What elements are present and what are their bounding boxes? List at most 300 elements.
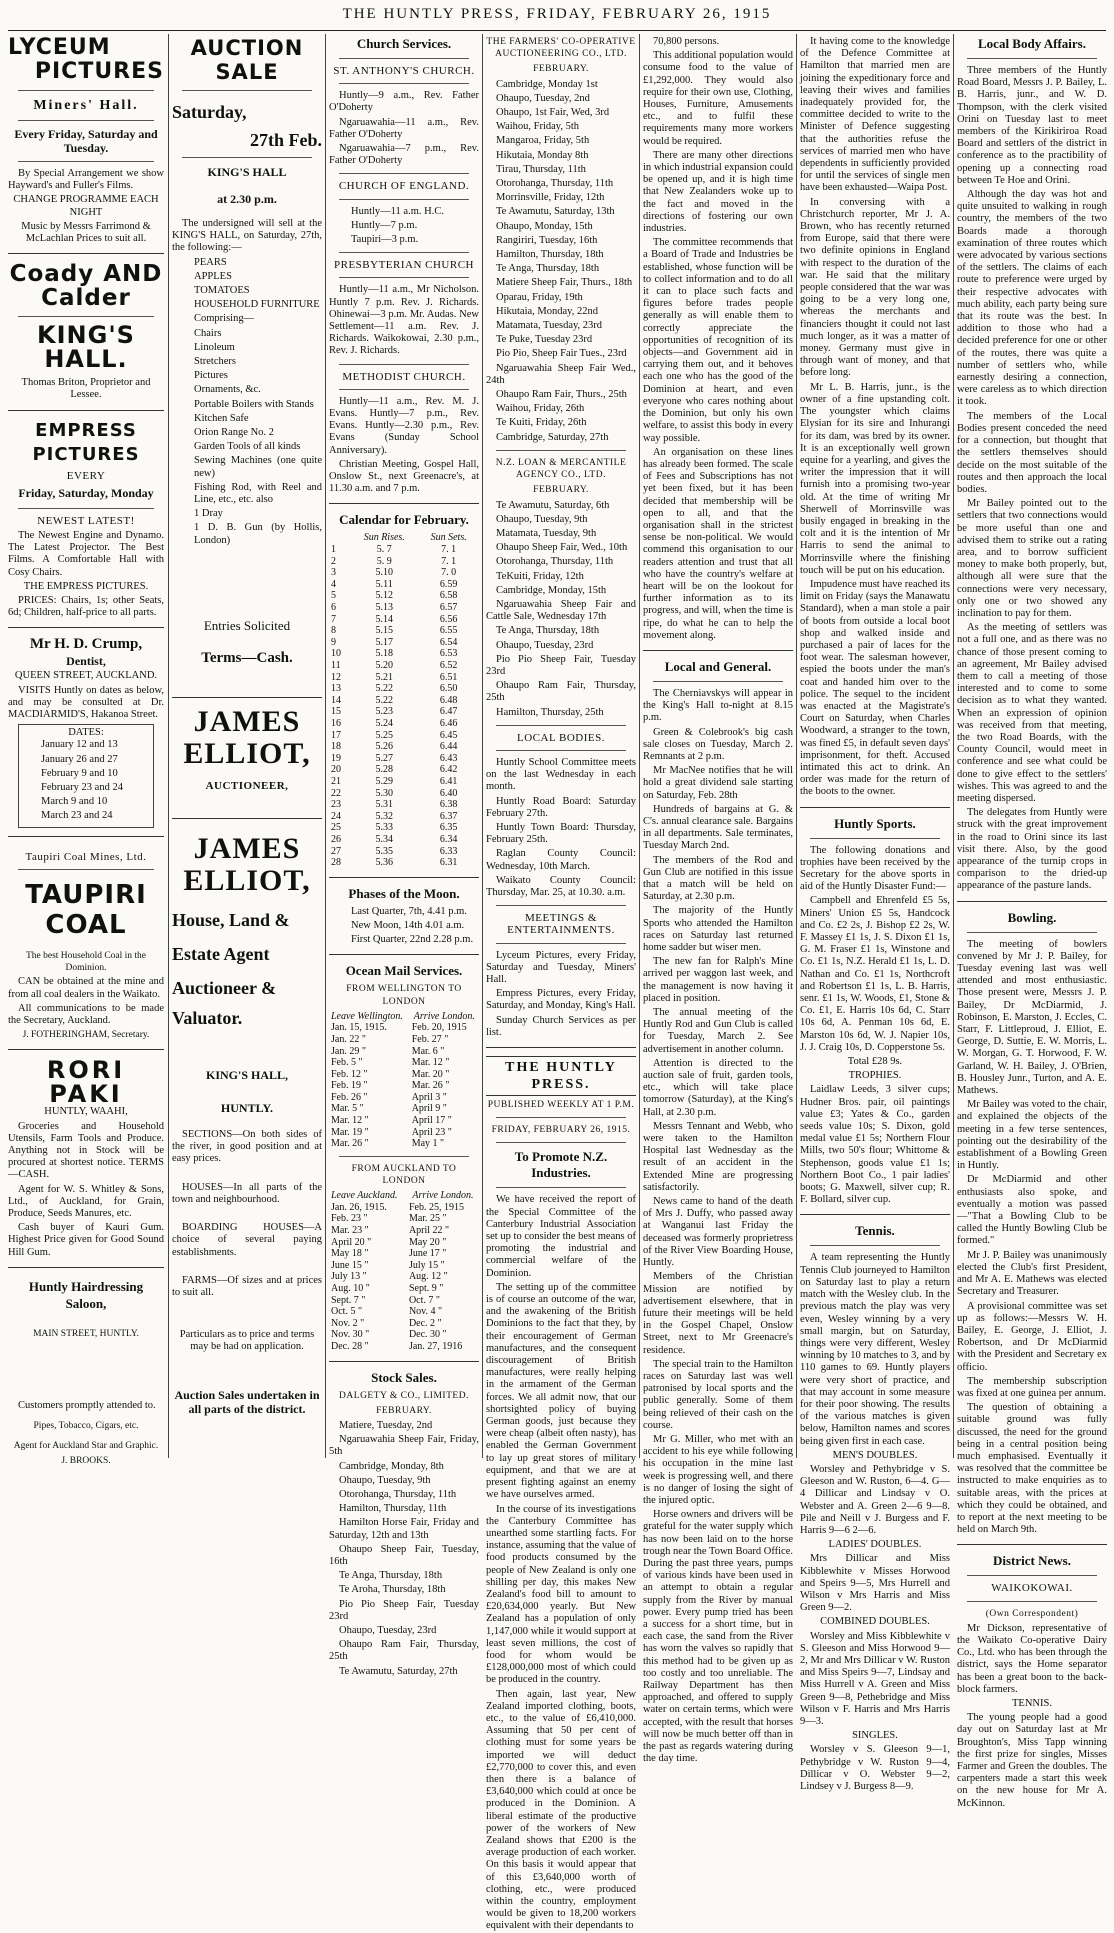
sale-item: Te Anga, Thursday, 18th [496,263,600,275]
local-general-item: Mr G. Miller, who met with an accident to his eye while following his occupation in the mine last week is progressing well, and there is no danger of losing the sight of the injured optic. [643,1433,793,1506]
auction-intro: The undersigned will sell at the KING'S HALL, on Saturday, 27th, the following:— [172,218,322,254]
mail-row [329,1103,479,1115]
table-cell: July 15 " [408,1259,445,1271]
mail-row [329,1046,479,1058]
table-cell: 16 [331,717,341,729]
table-cell: 5.36 [375,857,393,869]
church-text: Huntly—11 a.m., Rev. M. J. Evans. Huntly—7 p.m., Rev. Evans. Huntly—2.30 p.m., Rev. Evans (Sunday School Anniversary). [329,395,479,456]
table-cell: 6.34 [439,833,458,845]
auctioneer-label: Auctioneer & [172,978,277,999]
table-cell: 23 [331,799,341,811]
moon-item: New Moon, 14th 4.01 a.m. [351,919,465,931]
table-header: Leave Wellington. [331,1010,403,1022]
hair-text: Pipes, Tobacco, Cigars, etc. [33,1421,139,1432]
table-cell: Mar. 6 " [411,1045,445,1057]
table-cell: 5.31 [375,799,393,811]
table-cell: 6.38 [439,799,458,811]
calendar-heading: Calendar for February. [339,512,469,528]
table-cell: 13 [331,683,341,695]
mail-row [329,1225,479,1237]
mail-row [329,1329,479,1341]
table-cell: 5.32 [375,810,393,822]
church-name: CHURCH OF ENGLAND. [338,180,470,193]
church-name: PRESBYTERIAN CHURCH [334,259,474,272]
lyceum-text: Music by Messrs Farrimond & McLachlan Prices to suit all. [21,220,151,245]
sale-item: Ohaupo Ram Fair, Thurs., 25th [496,389,627,401]
table-cell: 17 [331,729,341,741]
sale-item: Ngaruawahia Sheep Fair Wed., 24th [486,362,636,386]
auction-item: Kitchen Safe [194,412,249,424]
stock-item: Te Anga, Thursday, 18th [339,1570,443,1582]
table-cell: 6.43 [439,752,458,764]
lyceum-text: By Special Arrangement we show Hayward's and Fuller's Films. [8,168,164,192]
table-cell: 19 [331,752,341,764]
dates-box [18,724,154,827]
table-cell: 18 [331,741,341,753]
calendar-row [329,579,479,591]
sale-item: Ohaupo, Tuesday, 9th [496,513,588,525]
calendar-row [329,602,479,614]
date-item: January 12 and 13 [41,739,118,751]
tennis-subheading: COMBINED DOUBLES. [820,1616,930,1628]
table-header [329,532,350,544]
table-cell: 27 [331,845,341,857]
table-cell: 2 [331,555,336,567]
rori-text: Cash buyer of Kauri Gum. Highest Price given for Good Sound Hill Gum. [8,1222,164,1258]
table-cell: 6.45 [439,729,458,741]
table-cell: 5.30 [375,787,393,799]
table-cell: Jan. 15, 1915. [331,1022,387,1034]
auction-item: TOMATOES [194,285,250,297]
table-cell: Feb. 25, 1915 [408,1201,464,1213]
auction-item: APPLES [194,270,232,282]
auction-date: 27th Feb. [250,130,322,150]
column-divider [325,34,326,1458]
mail-row [329,1138,479,1150]
table-cell: 7. 0 [441,567,457,579]
local-general-item: Attention is directed to the auction sale of fruit, garden tools, etc., which will take place tomorrow (Saturday), at the King's Hall, at 2.30 p.m. [643,1057,793,1118]
sale-item: Matamata, Tuesday, 23rd [496,320,603,332]
masthead: THE HUNTLY PRESS, FRIDAY, FEBRUARY 26, 1915 [342,6,772,22]
column-divider [168,34,169,1458]
tennis-text: Mrs Dillicar and Miss Kibblewhite v Misses Horwood and Speirs 9—5, Mrs Hurrell and Wilson v Mrs Harris and Miss Green 9—2. [800,1553,950,1614]
sale-item: Tirau, Thursday, 11th [496,163,586,175]
calendar-row [329,753,479,765]
auction-item: Comprising— [194,313,255,325]
table-cell: 5.26 [375,741,393,753]
table-cell: 8 [331,625,336,637]
sale-item: Matiere Sheep Fair, Thurs., 18th [496,277,633,289]
miners-hall: Miners' Hall. [33,98,139,113]
table-cell: 5.23 [375,706,393,718]
editorial-paragraph: 70,800 persons. [653,36,720,47]
table-cell: 6.50 [439,683,458,695]
local-general-item: Hundreds of bargains at G. & C's. annual clearance sale. Bargains in all departments. Sale terminates, Tuesday March 2nd. [643,803,793,852]
correspondent: (Own Correspondent) [985,1608,1079,1619]
mail-row [329,1022,479,1034]
table-cell: Nov. 4 " [408,1306,443,1318]
table-cell: 12 [331,671,341,683]
table-cell: Jan. 26, 1915. [331,1201,387,1213]
sale-item: Ohaupo, Tuesday, 2nd [496,92,590,104]
stock-item: Matiere, Tuesday, 2nd [339,1419,433,1431]
news-paragraph: Although the day was hot and quite unsuited to walking in rough country, the members of the two Boards made a thorough examination of three routes which were advocated by various sections of the settlers. The claims of each route to preference were urged by their respective advocates with much ability, each party being sure that its route was the best. In addition to those who had a decided preference for one or other of the routes, there was quite a number of settlers who, while earnestly desiring a connection, were careless as to which direction it took. [957,189,1107,408]
calendar-row [329,695,479,707]
local-body-item: Huntly Road Board: Saturday February 27th. [486,795,636,819]
tennis-subheading: MEN'S DOUBLES. [832,1449,918,1461]
editorial-paragraph: This additional population would consume food to the value of £1,292,000. They would also require for their own use, Clothing, Houses, Furniture, Amusements etc., and to fulfil these requirements many more workers would be required. [643,50,793,147]
auction-day: Saturday, [172,102,247,122]
auction-item: Sewing Machines (one quite new) [194,455,322,479]
table-cell: April 20 " [331,1236,372,1248]
moon-heading: Phases of the Moon. [348,885,460,901]
column-divider [953,34,954,1458]
date-item: January 26 and 27 [41,753,118,765]
district-text: The young people had a good day out on Saturday last at Mr Broughton's, Miss Tapp winning the first prize for singles, Misses Farmer and Green the doubles. The carpenters made a start this week on the new house for Mr A. McKinnon. [957,1712,1107,1809]
hairdressing-heading: Huntly Hairdressing Saloon, [28,1278,144,1311]
auction-item: Pictures [194,370,228,382]
auction-time: at 2.30 p.m. [217,192,277,206]
church-text: Huntly—9 a.m., Rev. Father O'Doherty [329,90,479,114]
table-cell: Feb. 20, 1915 [411,1022,467,1034]
local-general-item: The majority of the Huntly Sports who attended the Hamilton races on Saturday last returned home sadder but wiser men. [643,905,793,954]
sale-item: Te Awamutu, Saturday, 13th [496,206,615,218]
table-cell: 10 [331,648,341,660]
auction-item: PEARS [194,256,227,268]
church-name: METHODIST CHURCH. [342,370,466,383]
mail-row [329,1283,479,1295]
stock-item: Ohaupo, Tuesday, 23rd [339,1625,437,1637]
table-cell: 3 [331,567,336,579]
table-cell: 5.21 [375,671,393,683]
auction-sales-text: Auction Sales undertaken in all parts of the district. [174,1387,320,1416]
church-text: Ngaruawahia—11 a.m., Rev. Father O'Doherty [329,116,479,140]
table-cell: April 22 " [408,1225,450,1237]
table-cell: Jan. 29 " [331,1045,366,1057]
lyceum-text: CHANGE PROGRAMME EACH NIGHT [13,194,159,218]
table-cell: 6.55 [439,625,458,637]
kings-hall-heading: KING'S HALL. [37,321,135,374]
mail-row [329,1237,479,1249]
table-cell: April 3 " [411,1091,447,1103]
calendar-row [329,718,479,730]
tennis-text: Worsley v S. Gleeson 9—1, Pethybridge v W. Ruston 9—4, Dillicar v O. Webster 9—2, Lindsey v J. Burgess 8—9. [800,1744,950,1793]
table-cell: Feb. 19 " [331,1080,368,1092]
local-general-item: The special train to the Hamilton races on Saturday last was well patronised by local sports and the public generally. Some of them being relieved of their cash on the course. [643,1358,793,1431]
calendar-row [329,834,479,846]
news-paragraph: The delegates from Huntly were struck with the great improvement in the road to Orini since its last visit there. Also, by the good appearance of the turnip crops in comparison to the dried-up appearance of the pasture lands. [957,807,1107,892]
paper-title: THE HUNTLY PRESS. [486,1056,636,1096]
stock-company: DALGETY & CO., LIMITED. [339,1390,469,1401]
table-cell: 26 [331,833,341,845]
church-text: Taupiri—3 p.m. [351,234,419,246]
local-general-item: The members of the Rod and Gun Club are notified in this issue that a match will be held on Saturday, at 2.30 p.m. [643,854,793,903]
column-sales-editorial [486,36,636,1932]
sports-text: Laidlaw Leeds, 3 silver cups; Hudner Bros. pair, oil paintings value £3; Yates & Co., garden seeds value 10s; S. Dixon, gold medal value £1 5s; Northern Flour Mills, two 50's flour; Whittome & Stephenson, goods value £1 1s; Northern Boot Co., 1 pair ladies' boots; G. Maxwell, silver cup; R. F. Bollard, silver cup. [800,1084,950,1206]
rori-text: Groceries and Household Utensils, Farm Tools and Produce. Anything not in Stock will be procured at shortest notice. TERMS—CASH. [8,1120,164,1181]
bowling-paragraph: The membership subscription was fixed at one guinea per annum. [957,1375,1107,1399]
empress-text: NEWEST LATEST! [37,514,135,527]
dentist-heading: Dentist, [66,654,106,669]
table-cell: 5.35 [375,845,393,857]
column-ads-left [8,35,164,1466]
editorial-paragraph: The setting up of the committee is of course an outcome of the war, and the awakening of the British Dominions to the fact that they, by their encouragement of German manufactures, and the consequent discouragement of British manufactures, were really helping in the armament of the German forces. We all admit now, that our shortsighted policy of buying German goods, just because they were cheap (albeit often nasty), has enabled the German Government to lay up great stores of military equipment, and that we are at present fighting against an enemy we have ourselves armed. [486,1281,636,1501]
editorial-paragraph: Then again, last year, New Zealand imported clothing, boots, etc., to the value of £6,410,000. Assuming that 50 per cent of clothing must for some years be imported we will deduct £2,770,000 to cover this, and even then there is a balance of £3,640,000 which could at once be produced in the Dominion. A liberal estimate of the productive power of the workers of New Zealand shows that £200 is the average production of each worker. On this basis it would appear that of this £3,640,000 worth of clothing, etc., were produced within the country, employment would be given to 18,200 workers equivalent with their dependants to [486,1688,636,1932]
farmers-company: THE FARMERS' CO-OPERATIVE AUCTIONEERING CO., LTD. [486,37,636,60]
table-cell: Mar. 26 " [331,1138,369,1150]
table-cell: 9 [331,636,336,648]
table-cell: Oct. 7 " [408,1294,440,1306]
table-cell: 6.58 [439,590,458,602]
sale-item: Waihou, Friday, 26th [496,403,585,415]
local-general-item: Horse owners and drivers will be grateful for the water supply which has now been laid on to the horse trough near the Town Board Office. During the past three years, pumps of various kinds have been used in an attempt to obtain a regular supply from the River by manual power. Every pump tried has been a success for a short time, but in each case, the sand from the River has worn the valves so rapidly that this method had to be given up as too costly and too unreliable. The Railway Department has then approached, and offered to supply water on certain terms, which were accepted, with the result that horses will now be much better off than in the past as regards watering during the day time. [643,1509,793,1765]
mail-row [329,1295,479,1307]
coal-text: The best Household Coal in the Dominion. [25,950,147,974]
district-news-heading: District News. [993,1553,1071,1569]
table-cell: Feb. 26 " [331,1091,368,1103]
calendar-row [329,857,479,869]
date-item: February 9 and 10 [41,767,118,779]
empress-text: The Newest Engine and Dynamo. The Latest Projector. The Best Films. A Comfortable Hall with Cosy Chairs. [8,530,164,578]
meeting-item: Sunday Church Services as per list. [486,1014,636,1038]
table-header: Leave Auckland. [331,1190,398,1202]
table-header: Arrive London. [413,1010,475,1022]
lyceum-heading: LYCEUM [8,35,111,60]
local-body-item: Huntly School Committee meets on the last Wednesday in each month. [486,756,636,793]
table-cell: 5.33 [375,822,393,834]
boarding-text: BOARDING HOUSES—A choice of several paying establishments. [172,1222,322,1258]
sale-item: Otorohanga, Thursday, 11th [496,556,614,568]
mail-row [329,1057,479,1069]
table-cell: May 1 " [411,1138,445,1150]
bowling-paragraph: Dr McDiarmid and other enthusiasts also spoke, and eventually a motion was passed—"That a Bowling Club to be called the Huntly Bowling Club be formed." [957,1174,1107,1247]
stock-item: Hamilton Horse Fair, Friday and Saturday, 12th and 13th [329,1517,479,1541]
bowling-paragraph: Mr J. P. Bailey was unanimously elected the Club's first President, and Mr A. E. Mathews was elected Secretary and Treasurer. [957,1249,1107,1298]
tennis-subheading: SINGLES. [852,1730,898,1742]
hair-text: Agent for Auckland Star and Graphic. [13,1441,159,1452]
sale-item: TeKuiti, Friday, 12th [496,570,584,582]
auction-item: HOUSEHOLD FURNITURE [194,299,320,311]
table-cell: Sept. 9 " [408,1283,444,1294]
rori-text: Agent for W. S. Whitley & Sons, Ltd., of Auckland, for Grain, Produce, Seeds Manures, etc. [8,1183,164,1219]
sale-item: Otorohanga, Thursday, 11th [496,178,614,190]
publish-note: PUBLISHED WEEKLY AT 1 P.M. [487,1100,635,1111]
mail-row [329,1318,479,1330]
column-local-general [643,36,793,1765]
crump-text: QUEEN STREET, AUCKLAND. [14,670,158,682]
local-body-item: Raglan County Council: Wednesday, 10th March. [486,848,636,872]
calendar-row [329,730,479,742]
table-cell: 6.31 [439,857,458,869]
table-cell: June 15 " [331,1259,369,1271]
column-news-sports [800,36,950,1793]
issue-date: FRIDAY, FEBRUARY 26, 1915. [491,1125,631,1136]
table-cell: 5.14 [375,613,393,625]
sale-item: Cambridge, Saturday, 27th [496,431,609,443]
table-cell: 15 [331,706,341,718]
sale-item: Ngaruawahia Sheep Fair and Cattle Sale, Wednesday 17th [486,598,636,623]
sale-item: Te Awamutu, Saturday, 6th [496,499,610,511]
james-elliot-heading: JAMES ELLIOT, [183,832,311,898]
mail-row [329,1080,479,1092]
table-cell: July 13 " [331,1271,367,1283]
table-cell: Mar. 26 " [411,1080,450,1092]
meetings-heading: MEETINGS & ENTERTAINMENTS. [507,912,615,937]
table-cell: 6 [331,602,336,614]
stock-item: Te Aroha, Thursday, 18th [339,1584,446,1596]
calendar-row [329,660,479,672]
sale-item: Morrinsville, Friday, 12th [496,192,605,204]
mail-route: FROM AUCKLAND TO LONDON [351,1163,457,1187]
table-cell: 14 [331,694,341,706]
tennis-subheading: LADIES' DOUBLES. [828,1539,922,1551]
rori-text: HUNTLY, WAAHI, [44,1106,128,1118]
table-cell: 5.15 [375,625,393,637]
dates-heading: DATES: [68,727,104,739]
auction-sale-heading: AUCTION SALE [190,36,304,84]
table-cell: 24 [331,810,341,822]
empress-text: PRICES: Chairs, 1s; other Seats, 6d; Children, half-price to all parts. [8,595,164,619]
table-cell: 4 [331,578,336,590]
table-cell: Aug. 10 " [331,1283,370,1294]
column-divider [482,34,483,1458]
mail-row [329,1202,479,1214]
table-cell: 5.10 [375,567,393,579]
local-body-item: Waikato County Council: Thursday, Mar. 25, at 10.30. a.m. [486,874,636,898]
editorial-heading: To Promote N.Z. Industries. [514,1149,608,1181]
sale-item: Cambridge, Monday 1st [496,78,598,90]
column-church-calendar [329,36,479,1677]
table-cell: 5.24 [375,717,393,729]
tennis-text: A team representing the Huntly Tennis Club journeyed to Hamilton on Saturday last to play a return match with the Wesley club. In the previous match the play was very even, Wesley winning by a very small margin, but on Saturday, things were very different, Wesley winning by 10 matches to 3, and by 110 games to 69. Huntly players were very short of practice, and that may account in some measure for their poor showing. The results of the various matches is given below, Hamilton names and scores being given first in each case. [800,1252,950,1447]
news-paragraph: Mr L. B. Harris, junr., is the owner of a fine upstanding colt. The youngster which claims Elysian for its sire and Inhurangi for its dam, was bred by its owner. It is an exceptionally well grown equine for a yearling, and gives the writer the impression that it will furnish into a promising two-year old. At the time of writing Mr Sherwell of Morrinsville was busily engaged in breaking in the colt and it is the intention of Mr Harris to send the animal to Morrinsville where the finishing touch will be put on his education. [800,381,950,576]
empress-text: THE EMPRESS PICTURES. [23,580,149,592]
table-cell: Aug. 12 " [408,1271,448,1283]
district-subheading: TENNIS. [1012,1697,1052,1709]
local-general-item: Messrs Tennant and Webb, who were taken to the Hamilton Hospital last Wednesday as the result of an accident in the Extended Mine are progressing satisfactorily. [643,1120,793,1193]
mail-row [329,1260,479,1272]
table-cell: 5.34 [375,833,393,845]
stock-item: Cambridge, Monday, 8th [339,1460,444,1472]
calendar-row [329,637,479,649]
calendar-row [329,556,479,568]
local-general-item: The new fan for Ralph's Mine arrived per waggon last week, and the management is now having it placed in position. [643,956,793,1004]
sports-text: The following donations and trophies have been received by the Secretary for the above sports in aid of the Huntly Disaster Fund:— [800,844,950,893]
table-cell: Nov. 30 " [331,1329,370,1341]
table-cell: 5.22 [375,694,393,706]
table-cell: 5. 7 [376,544,392,556]
table-cell: 5.17 [375,636,393,648]
james-elliot-heading: JAMES ELLIOT, [183,704,311,770]
sale-item: Ohaupo, 1st Fair, Wed, 3rd [496,107,610,119]
editorial-paragraph: There are many other directions in which industrial expansion could be opened up, and it is high time that New Zealanders woke up to the fact and moved in the directions of fostering our own industries. [643,149,793,235]
table-cell: 7 [331,613,336,625]
auction-hall: KING'S HALL [207,165,287,179]
calendar-row [329,544,479,556]
calendar-row [329,614,479,626]
sale-item: Ohaupo, Monday, 15th [496,220,593,232]
coal-text: All communications to be made the Secretary, Auckland. [8,1002,164,1026]
table-cell: Dec. 28 " [331,1340,369,1352]
news-paragraph: It having come to the knowledge of the Defence Committee at Hamilton that married men are joining the expeditionary force and leaving their wives and families inadequately provided for, the committee decided to write to the Minister of Defence suggesting that the authorities refuse the services of married men who have dependents in sufficiently provided for until the services of single men have been exhausted—Waipa Post. [800,36,950,194]
sale-item: Oparau, Friday, 19th [496,291,583,303]
table-cell: 6.33 [439,845,458,857]
bowling-heading: Bowling. [1007,909,1057,925]
month-label: FEBRUARY. [533,64,589,75]
stock-item: Otorohanga, Thursday, 11th [339,1488,457,1500]
calendar-row [329,625,479,637]
table-cell: 6.41 [439,775,458,787]
table-cell: Dec. 30 " [408,1329,447,1341]
valuator-label: Valuator. [172,1008,243,1029]
table-cell: 5.20 [375,660,393,672]
table-cell: May 20 " [408,1236,447,1248]
auction-item: Garden Tools of all kinds [194,441,301,453]
calendar-row [329,764,479,776]
table-cell: 25 [331,822,341,834]
estate-agent-label: Estate Agent [172,944,270,965]
table-cell: 21 [331,775,341,787]
table-cell: 7. 1 [441,555,457,567]
news-paragraph: Three members of the Huntly Road Board, Messrs J. P. Bailey, L. B. Harris, junr., and W. D. Thompson, with the clerk visited Orini on Tuesday last to meet members of the Kirikiriroa Road Board and settlers of the district in conference as to the practibility of opening up a connecting road between Te Hoe and Orini. [957,65,1107,186]
auction-item: Portable Boilers with Stands [194,398,314,410]
church-text: Ngaruawahia—7 p.m., Rev. Father O'Doherty [329,143,479,167]
news-paragraph: In conversing with a Christchurch reporter, Mr J. A. Brown, who has recently returned from Europe, said that there were two definite opinions in England with respect to the duration of the war. He said that the military people considered that the war was going to be a very long one, whereas the merchants and financiers thought it could not last much longer, as it was a matter of money. Germany must give in through want of money, and that before long. [800,196,950,379]
auction-item: Linoleum [194,341,235,353]
table-cell: Mar. 25 " [408,1213,447,1225]
mail-table [329,1190,479,1352]
sports-text: Campbell and Ehrenfeld £5 5s, Miners' Union £5 5s, Handcock and Co. £2 2s, J. Bishop £2 2s, W. F. Massey £1 1s, J. S. Dixon £1 1s, G. M. Fraser £1 1s, Winstone and Co. £1 1s, N.Z. Herald £1 1s, L. D. Nathan and Co. £1 1s, Northcroft and Robertson £1 1s, L. B. Harris, senr. £1 1s, W. Woods, £1, Stone & Co. £1, E. Harris 10s 6d, C. Starr 10s 6d, A. Penman 10s 6d, E. Marston 10s 6d, W. J. Napier 10s, J. J. Craig 10s, D. Copperstone 5s. [800,895,950,1053]
auction-item: 1 D. B. Gun (by Hollis, London) [194,522,322,546]
crump-heading: Mr H. D. Crump, [29,636,143,653]
district-name: WAIKOKOWAI. [991,1582,1073,1595]
table-cell: 5.27 [375,752,393,764]
stock-item: Ngaruawahia Sheep Fair, Friday, 5th [329,1434,479,1458]
mail-heading: Ocean Mail Services. [345,963,463,979]
table-cell: 7. 1 [441,544,457,556]
bowling-paragraph: Mr Bailey was voted to the chair, and explained the objects of the meeting in a few terse sentences, pointing out the desirability of the establishment of a Bowling Green in Huntly. [957,1099,1107,1172]
church-text: Huntly—11 a.m., Mr Nicholson. Huntly 7 p.m. Rev. J. Richards. Ohinewai—3 p.m. Mr. Audas. New Settlement—11 a.m. Rev. J. Richards. Waikokowai, 2.30 p.m., Rev. J. Richards. [329,284,479,357]
sports-total: Total £28 9s. [847,1056,903,1068]
mail-row [329,1034,479,1046]
local-body-affairs-heading: Local Body Affairs. [978,36,1086,51]
table-cell: 5. 9 [376,555,392,567]
calendar-row [329,822,479,834]
table-cell: 5.11 [375,578,393,590]
sale-item: Ohaupo, Tuesday, 23rd [496,639,594,651]
table-cell: 5.12 [375,590,393,602]
local-general-item: Mr MacNee notifies that he will hold a great dividend sale starting on Saturday, Feb. 28th [643,765,793,801]
table-cell: 6.44 [439,741,458,753]
stock-item: Hamilton, Thursday, 11th [339,1503,447,1515]
table-cell: 5.25 [375,729,393,741]
table-cell: Feb. 5 " [331,1057,363,1069]
bowling-paragraph: A provisional committee was set up as follows:—Messrs W. H. Bailey, E. George, J. Elliot, J. Robertson, and Dr McDiarmid with the President and Secretary ex officio. [957,1300,1107,1373]
huntly-label: HUNTLY. [220,1101,274,1116]
news-paragraph: Mr Bailey pointed out to the settlers that two connections would be more useful than one and advised them to strike out a rating area, and to borrow sufficient money to make both properly, but, although all were sure that the connections were very necessary, only one or two showed any inclination to pay for them. [957,498,1107,619]
tennis-text: Worsley and Miss Kibblewhite v S. Gleeson and Miss Horwood 9—2, Mr and Mrs Dillicar v W. Ruston and Miss Speirs 9—7, Lindsay and Miss Hurrell v A. Green and Miss Green 9—8, Pethebridge and Miss Wilson v F. Harris and Mrs Harris 9—3. [800,1630,950,1727]
coal-company: Taupiri Coal Mines, Ltd. [25,850,147,863]
sale-item: Hikutaia, Monday, 22nd [496,305,598,317]
calendar-row [329,799,479,811]
table-cell: Mar. 12 " [331,1115,369,1127]
calendar-row [329,741,479,753]
table-cell: 6.52 [439,660,458,672]
auction-item: Fishing Rod, with Reel and Line, etc., etc. also [194,481,322,506]
hair-text: J. BROOKS. [61,1455,111,1466]
meeting-item: Empress Pictures, every Friday, Saturday, and Monday, King's Hall. [486,988,636,1012]
trophies-heading: TROPHIES. [848,1070,902,1082]
